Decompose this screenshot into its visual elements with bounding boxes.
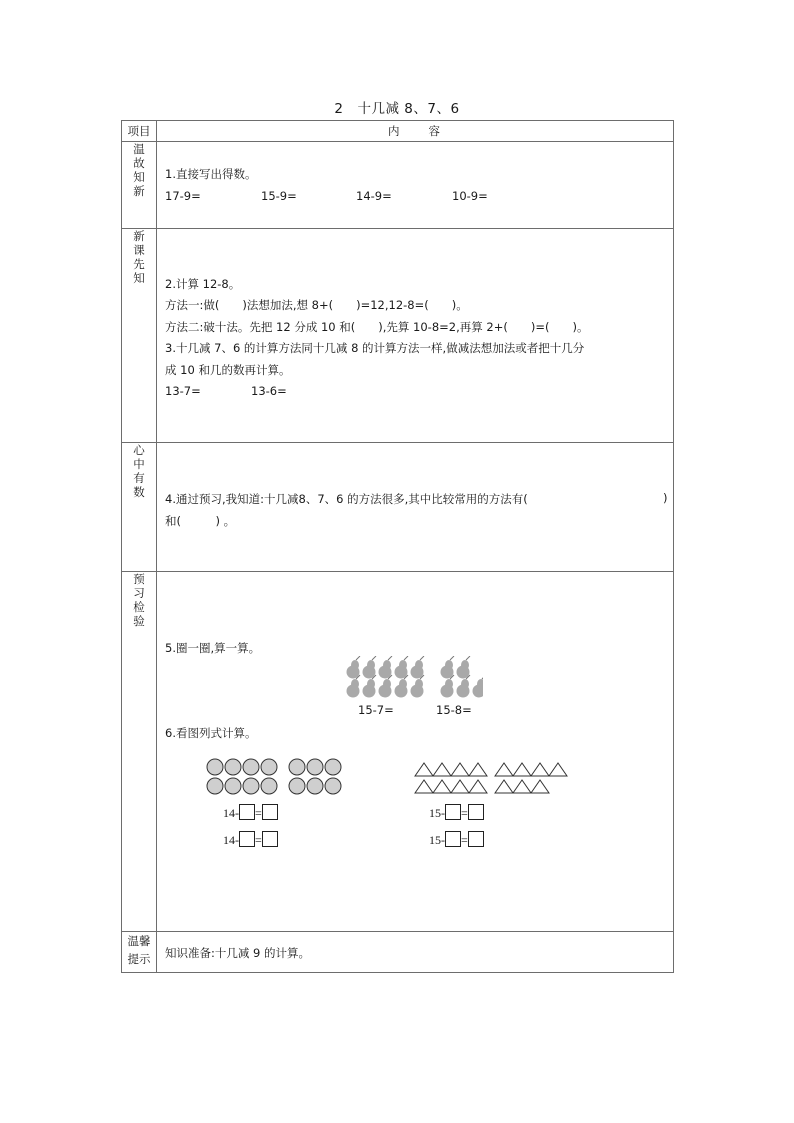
pear-icon [441, 656, 455, 679]
content-new [157, 229, 674, 443]
triangle-shape [469, 780, 487, 793]
pear-icon [363, 656, 377, 679]
expr-10-9: 10-9= [452, 189, 488, 203]
expr-14-9: 14-9= [356, 189, 392, 203]
content-tips [157, 932, 674, 973]
triangle-shape [433, 780, 451, 793]
method-2: 方法二:破十法。先把 12 分成 10 和( ),先算 10-8=2,再算 2+( )=( )。 [165, 320, 589, 334]
circle-shape [261, 759, 277, 775]
pears-illustration [343, 656, 483, 698]
equation-left-1: 14- = [223, 804, 278, 821]
row-mind [122, 443, 674, 572]
triangle-shape [531, 763, 549, 776]
answer-box[interactable] [239, 804, 255, 820]
pear-icon [457, 656, 471, 679]
content-check [157, 572, 674, 932]
question-1: 1.直接写出得数。 [165, 167, 257, 181]
answer-box[interactable] [468, 804, 484, 820]
header-content: 内 容 [157, 121, 674, 142]
circle-shape [243, 759, 259, 775]
triangle-shape [513, 763, 531, 776]
circle-shape [243, 778, 259, 794]
pear-icon [379, 656, 393, 679]
triangle-shape [451, 780, 469, 793]
triangle-shape [549, 763, 567, 776]
content-review [157, 142, 674, 229]
pear-icon [395, 656, 409, 679]
triangles-illustration [413, 761, 573, 797]
triangle-shape [451, 763, 469, 776]
page-title: 2 十几减 8、7、6 [334, 101, 460, 117]
label-tips: 温馨提示 [122, 932, 157, 973]
pear-icon [473, 675, 484, 698]
label-check: 预习检验 [122, 572, 157, 932]
pear-icon [347, 656, 361, 679]
answer-box[interactable] [262, 831, 278, 847]
question-4-close-paren: ) [663, 491, 668, 505]
triangle-shape [415, 780, 433, 793]
worksheet-table [121, 120, 674, 973]
equation-right-2: 15- = [429, 831, 484, 848]
row-tips [122, 932, 674, 973]
answer-box[interactable] [262, 804, 278, 820]
row-new [122, 229, 674, 443]
question-3-line2: 成 10 和几的数再计算。 [165, 363, 291, 377]
expr-17-9: 17-9= [165, 189, 201, 203]
circle-shape [207, 759, 223, 775]
circle-shape [325, 778, 341, 794]
triangle-shape [495, 780, 513, 793]
header-row [122, 121, 674, 142]
question-5: 5.圈一圈,算一算。 [165, 641, 261, 655]
expr-15-7: 15-7= [358, 703, 394, 717]
circle-shape [207, 778, 223, 794]
pear-icon [411, 656, 425, 679]
answer-box[interactable] [445, 804, 461, 820]
question-3-line1: 3.十几减 7、6 的计算方法同十几减 8 的计算方法一样,做减法想加法或者把十几分 [165, 341, 585, 355]
circle-shape [289, 759, 305, 775]
tip-text: 知识准备:十几减 9 的计算。 [165, 946, 311, 960]
header-item: 项目 [122, 121, 157, 142]
equation-left-2: 14- = [223, 831, 278, 848]
answer-box[interactable] [445, 831, 461, 847]
triangle-shape [433, 763, 451, 776]
circle-shape [289, 778, 305, 794]
equation-right-1: 15- = [429, 804, 484, 821]
answer-box[interactable] [468, 831, 484, 847]
question-4-line2: 和( ) 。 [165, 514, 236, 528]
question-6: 6.看图列式计算。 [165, 726, 257, 740]
expr-13-7: 13-7= [165, 384, 201, 398]
content-mind [157, 443, 674, 572]
question-2: 2.计算 12-8。 [165, 277, 241, 291]
triangle-shape [513, 780, 531, 793]
circle-shape [325, 759, 341, 775]
expr-15-8: 15-8= [436, 703, 472, 717]
triangle-shape [469, 763, 487, 776]
circle-shape [261, 778, 277, 794]
expr-15-9: 15-9= [261, 189, 297, 203]
row-review [122, 142, 674, 229]
label-new: 新课先知 [122, 229, 157, 443]
expr-13-6: 13-6= [251, 384, 287, 398]
label-mind: 心中有数 [122, 443, 157, 572]
triangle-shape [495, 763, 513, 776]
circle-shape [307, 759, 323, 775]
method-1: 方法一:做( )法想加法,想 8+( )=12,12-8=( )。 [165, 298, 468, 312]
triangle-shape [531, 780, 549, 793]
circles-illustration [205, 757, 350, 797]
question-4-line1: 4.通过预习,我知道:十几减8、7、6 的方法很多,其中比较常用的方法有( [165, 492, 528, 506]
circle-shape [225, 759, 241, 775]
row-check [122, 572, 674, 932]
circle-shape [225, 778, 241, 794]
answer-box[interactable] [239, 831, 255, 847]
label-review: 温故知新 [122, 142, 157, 229]
circle-shape [307, 778, 323, 794]
triangle-shape [415, 763, 433, 776]
